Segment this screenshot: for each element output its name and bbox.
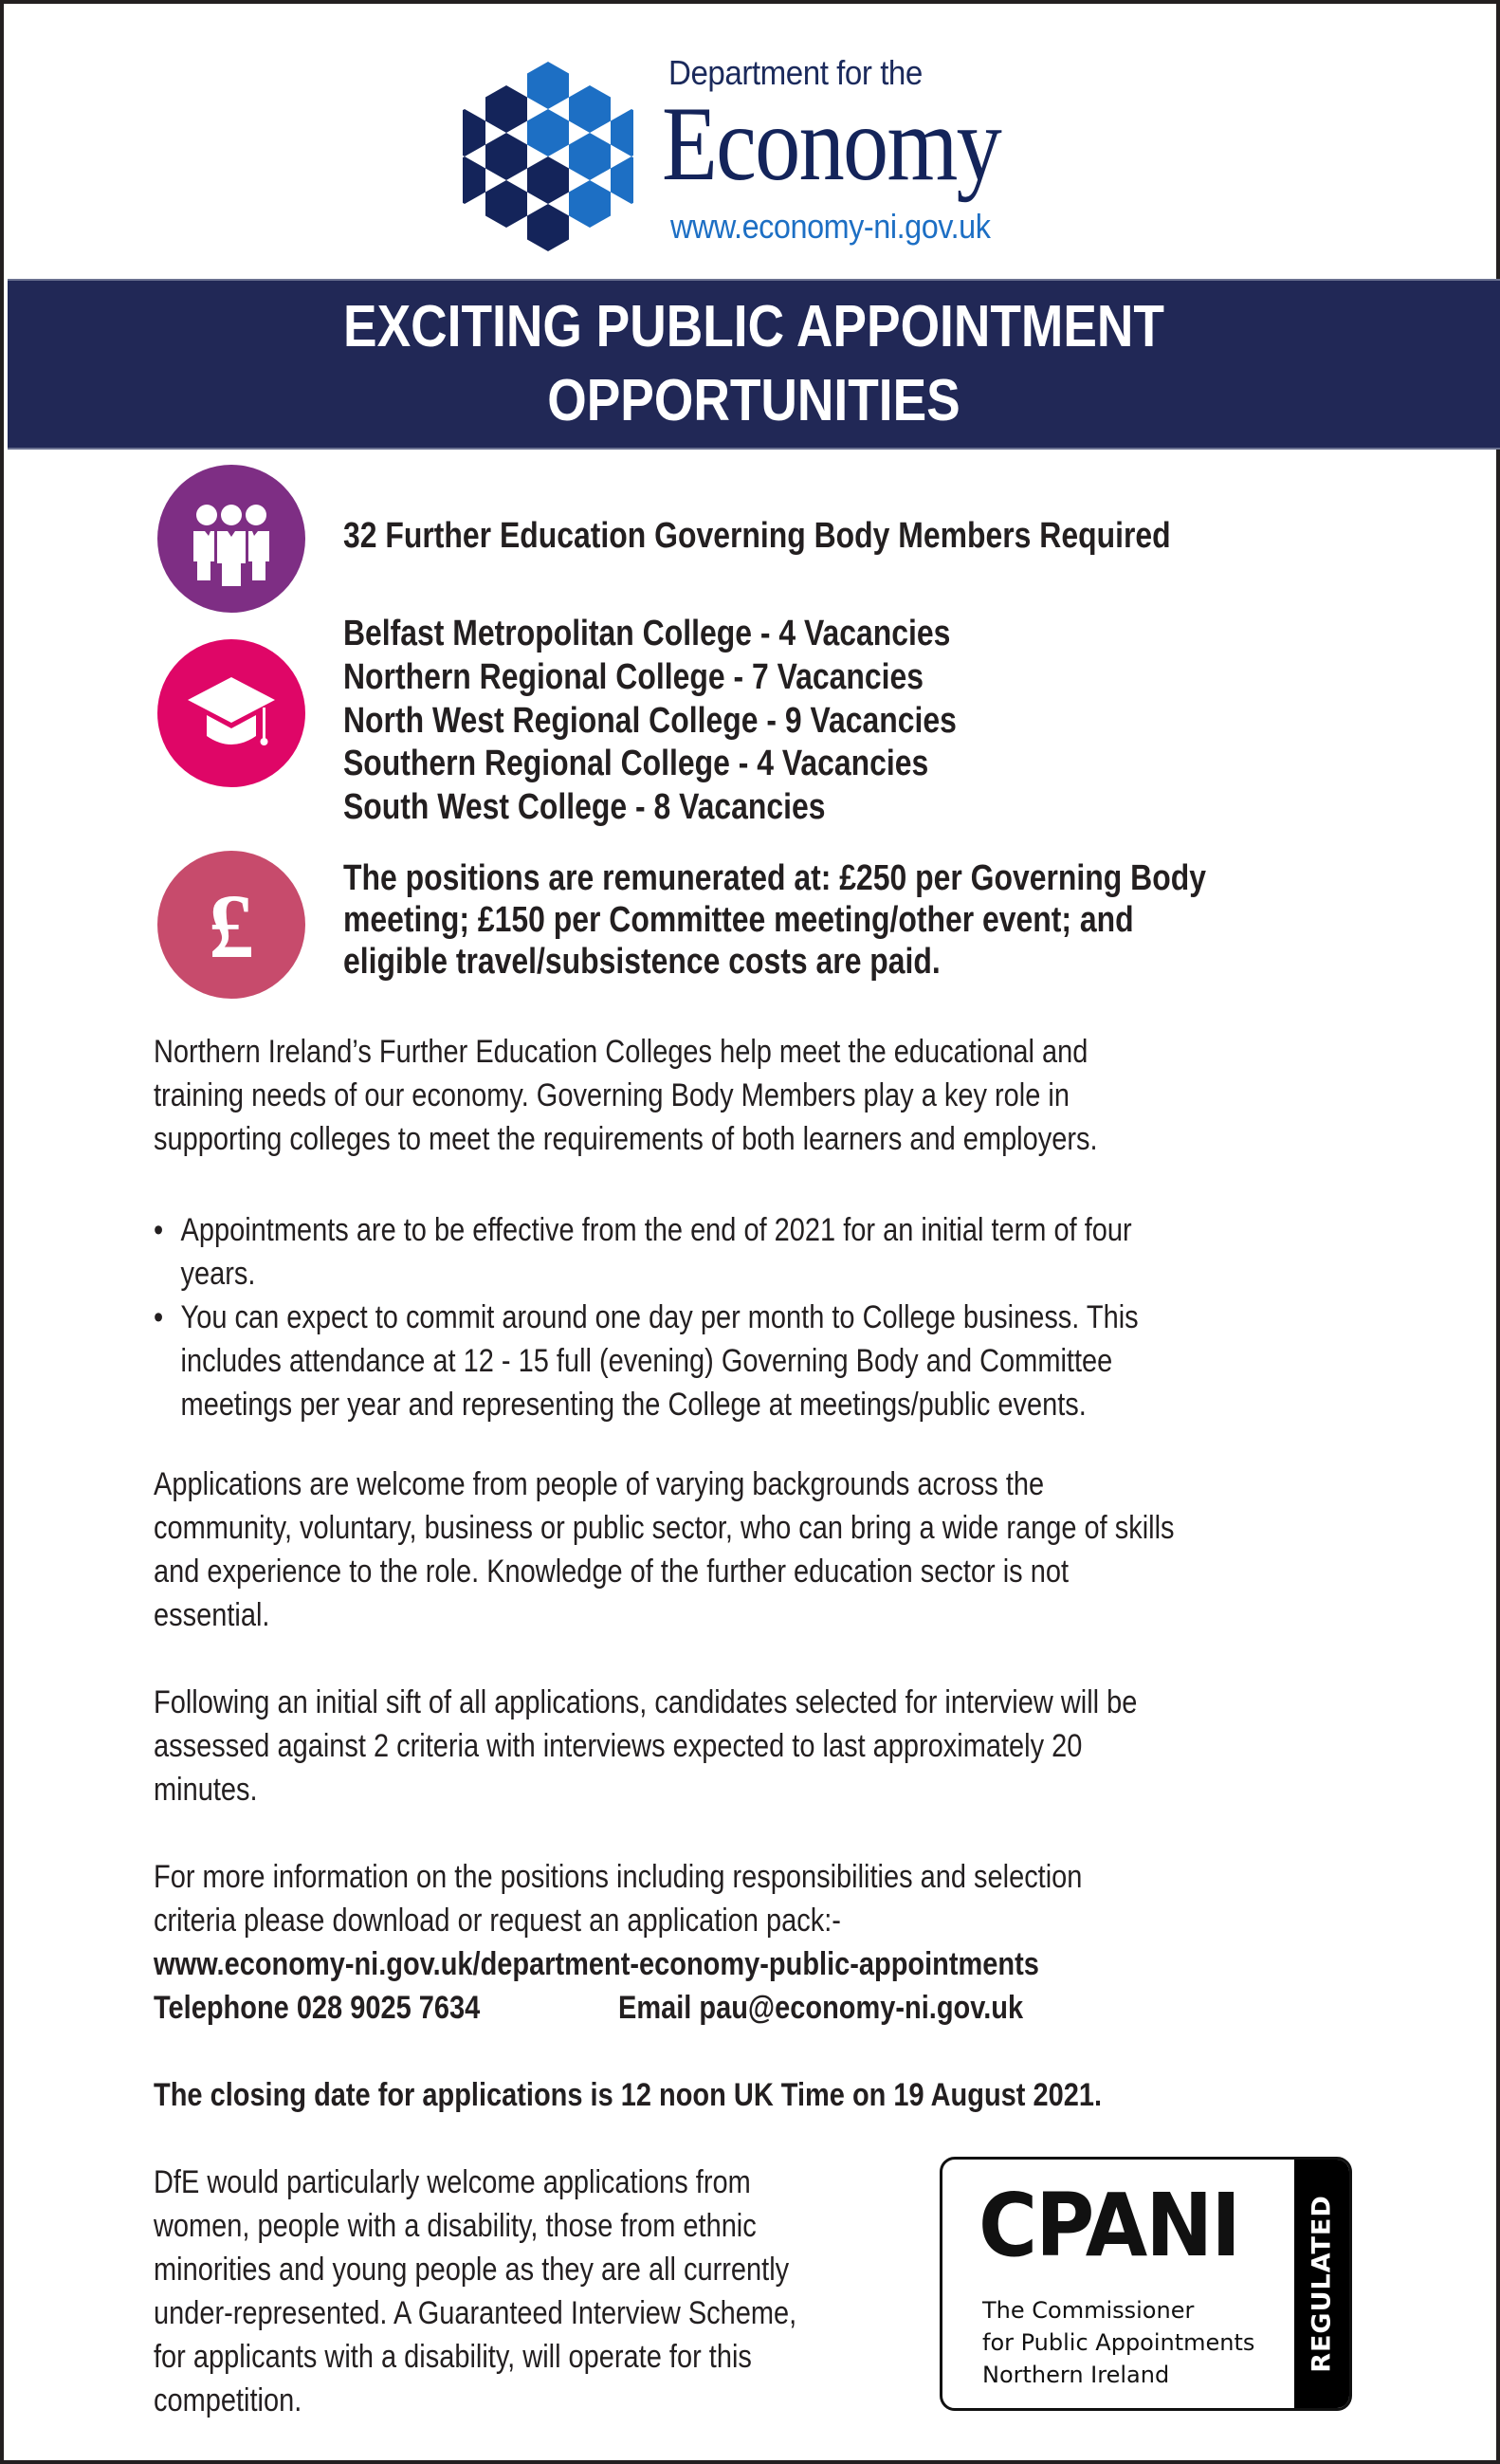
logo-hexagon [527,156,569,204]
logo-hexagon [569,180,611,228]
members-required-heading: 32 Further Education Governing Body Members Required [343,516,1171,556]
applications-paragraph [154,1462,1175,1637]
headline-line-1: EXCITING PUBLIC APPOINTMENT [343,294,1164,359]
text-line: training needs of our economy. Governing Body Members play a key role in [154,1077,1070,1113]
graduation-cap-icon [157,639,305,787]
logo-hexagon [463,109,485,156]
college-vacancy-item: Northern Regional College - 7 Vacancies [343,656,924,697]
text-line: for applicants with a disability, will operate for this [154,2339,752,2375]
text-line: For more information on the positions including responsibilities and selection [154,1859,1083,1895]
department-line: Department for the [668,53,923,92]
text-line: criteria please download or request an application pack:- [154,1903,841,1939]
text-line: supporting colleges to meet the requirements of both learners and employers. [154,1121,1098,1157]
application-pack-link[interactable]: www.economy-ni.gov.uk/department-economy-public-appointments [154,1946,1039,1982]
cpani-subtitle [982,2294,1254,2391]
logo-hexagon [527,204,569,251]
remuneration-line: eligible travel/subsistence costs are paid. [343,942,941,982]
headline-banner [8,279,1500,450]
department-name: Economy [662,85,1001,203]
text-line: essential. [154,1597,270,1633]
intro-paragraph [154,1030,1098,1161]
text-line: DfE would particularly welcome applications from [154,2164,751,2200]
cpani-subtitle-line: Northern Ireland [982,2362,1170,2388]
selection-process-paragraph [154,1681,1137,1811]
text-line: years. [180,1256,256,1292]
logo-hexagon [485,133,527,180]
telephone-contact[interactable]: Telephone 028 9025 7634 [154,1990,481,2026]
logo-hexagon [463,156,485,204]
bullet-icon: • [154,1212,164,1248]
text-line: Following an initial sift of all applications, candidates selected for interview will be [154,1684,1138,1720]
remuneration-line: The positions are remunerated at: £250 per Governing Body [343,858,1206,898]
text-line: under-represented. A Guaranteed Interview Scheme, [154,2295,797,2331]
text-line: women, people with a disability, those from ethnic [154,2208,757,2244]
text-line: Applications are welcome from people of varying backgrounds across the [154,1466,1045,1502]
logo-hexagon [485,180,527,228]
pound-sign-icon [157,851,305,999]
text-line: Northern Ireland’s Further Education Colleges help meet the educational and [154,1034,1088,1070]
college-vacancy-item: North West Regional College - 9 Vacancies [343,700,957,741]
logo-hexagon [527,62,569,109]
email-contact[interactable]: Email pau@economy-ni.gov.uk [618,1990,1024,2026]
diversity-paragraph [154,2161,796,2422]
regulated-label: REGULATED [1307,2195,1337,2373]
text-line: competition. [154,2382,302,2418]
bullet-item [154,1208,1139,1252]
text-line: Appointments are to be effective from the end of 2021 for an initial term of four [180,1212,1132,1248]
bullet-item [154,1296,1139,1339]
people-group-icon [157,465,305,613]
cpani-regulated-badge [940,2157,1352,2411]
college-vacancy-item: South West College - 8 Vacancies [343,787,826,828]
regulated-tab [1294,2160,1349,2408]
hexagon-cluster-logo-icon [463,57,633,256]
text-line: assessed against 2 criteria with interviews expected to last approximately 20 [154,1728,1083,1764]
logo-hexagon [485,85,527,133]
text-line: includes attendance at 12 - 15 full (evening) Governing Body and Committee [180,1343,1113,1379]
text-line: community, voluntary, business or public sector, who can bring a wide range of skills [154,1510,1175,1546]
department-website[interactable]: www.economy-ni.gov.uk [670,207,991,246]
bullet-icon: • [154,1299,164,1335]
more-info-paragraph [154,1855,1082,1942]
cpani-logo-text: CPANI [979,2175,1240,2276]
logo-hexagon [569,133,611,180]
remuneration-statement [343,857,1206,983]
text-line: You can expect to commit around one day per month to College business. This [180,1299,1139,1335]
logo-hexagon [569,85,611,133]
remuneration-line: meeting; £150 per Committee meeting/other event; and [343,900,1134,940]
text-line: minorities and young people as they are all currently [154,2252,790,2288]
text-line: meetings per year and representing the College at meetings/public events. [180,1387,1087,1423]
appointment-details-list [154,1208,1139,1426]
closing-date-statement: The closing date for applications is 12 noon UK Time on 19 August 2021. [154,2077,1103,2113]
text-line: and experience to the role. Knowledge of the further education sector is not [154,1554,1070,1590]
college-vacancy-list [343,613,957,830]
logo-hexagon [611,109,633,156]
cpani-subtitle-line: The Commissioner [982,2297,1195,2324]
logo-hexagon [611,156,633,204]
text-line: minutes. [154,1772,258,1808]
svg-text:£: £ [209,875,254,977]
college-vacancy-item: Belfast Metropolitan College - 4 Vacancies [343,614,951,653]
college-vacancy-item: Southern Regional College - 4 Vacancies [343,744,929,784]
logo-hexagon [527,109,569,156]
headline-line-2: OPPORTUNITIES [547,368,960,433]
cpani-subtitle-line: for Public Appointments [982,2329,1255,2356]
